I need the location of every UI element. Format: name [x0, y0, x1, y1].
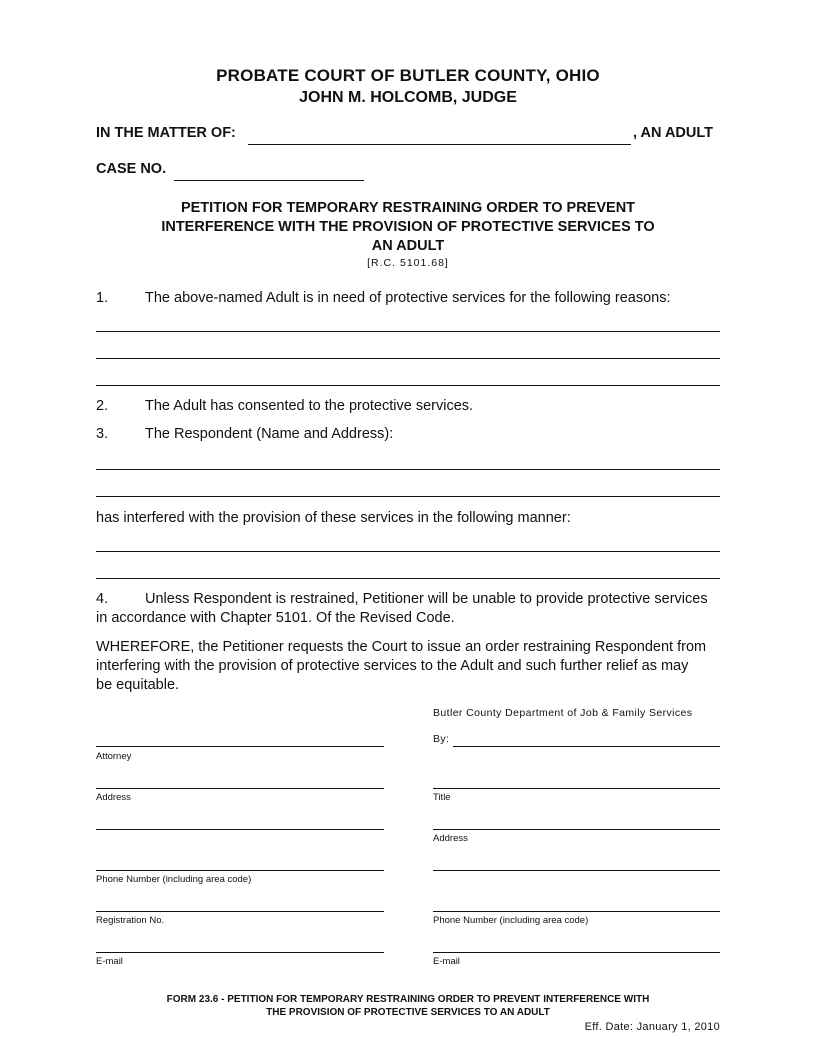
reasons-line-1[interactable]: [96, 331, 720, 332]
court-name: PROBATE COURT OF BUTLER COUNTY, OHIO: [216, 66, 600, 85]
matter-label: IN THE MATTER OF:: [96, 125, 236, 141]
attorney-signature-field[interactable]: [96, 746, 384, 747]
item-1-text: The above-named Adult is in need of protective services for the following reasons:: [145, 290, 671, 306]
agency-address-caption: Address: [433, 833, 468, 844]
reasons-line-2[interactable]: [96, 358, 720, 359]
reasons-line-3[interactable]: [96, 385, 720, 386]
agency-email-field[interactable]: [433, 952, 720, 953]
item-4-number: 4.: [96, 591, 109, 607]
interfered-text: has interfered with the provision of these services in the following manner:: [96, 510, 571, 526]
case-label: CASE NO.: [96, 161, 167, 177]
agency-name: Butler County Department of Job & Family Services: [433, 707, 693, 719]
item-2-number: 2.: [96, 398, 109, 414]
by-label: By:: [433, 733, 450, 745]
statute-reference: [R.C. 5101.68]: [367, 257, 449, 269]
judge-name: JOHN M. HOLCOMB, JUDGE: [299, 89, 517, 106]
item-4-text-line2: in accordance with Chapter 5101. Of the Revised Code.: [96, 610, 455, 626]
by-signature-field[interactable]: [453, 746, 720, 747]
attorney-email-field[interactable]: [96, 952, 384, 953]
effective-date: Eff. Date: January 1, 2010: [584, 1021, 720, 1033]
agency-address-field-2[interactable]: [433, 870, 720, 871]
item-3-text: The Respondent (Name and Address):: [145, 426, 394, 442]
manner-line-2[interactable]: [96, 578, 720, 579]
item-4-text-line1: Unless Respondent is restrained, Petitioner will be unable to provide protective services: [145, 591, 708, 607]
registration-field[interactable]: [96, 911, 384, 912]
attorney-phone-caption: Phone Number (including area code): [96, 874, 252, 885]
agency-phone-caption: Phone Number (including area code): [433, 915, 589, 926]
footer-form-line2: THE PROVISION OF PROTECTIVE SERVICES TO AN ADULT: [266, 1007, 550, 1018]
adult-suffix: , AN ADULT: [633, 125, 714, 141]
wherefore-line3: be equitable.: [96, 677, 180, 693]
item-3-number: 3.: [96, 426, 109, 442]
manner-line-1[interactable]: [96, 551, 720, 552]
registration-caption: Registration No.: [96, 915, 165, 926]
agency-phone-field[interactable]: [433, 911, 720, 912]
attorney-address-caption: Address: [96, 792, 131, 803]
item-1-number: 1.: [96, 290, 109, 306]
item-2-text: The Adult has consented to the protective services.: [145, 398, 474, 414]
wherefore-line2: interfering with the provision of protective services to the Adult and such further relief as may: [96, 658, 689, 674]
matter-name-field[interactable]: [248, 144, 631, 145]
agency-address-field[interactable]: [433, 829, 720, 830]
attorney-caption: Attorney: [96, 751, 132, 762]
petition-title-line1: PETITION FOR TEMPORARY RESTRAINING ORDER TO PREVENT: [180, 200, 636, 216]
title-caption: Title: [433, 792, 451, 803]
attorney-email-caption: E-mail: [96, 956, 123, 967]
petition-title-line2: INTERFERENCE WITH THE PROVISION OF PROTECTIVE SERVICES TO: [161, 219, 655, 235]
petition-title-line3: AN ADULT: [371, 238, 445, 254]
attorney-phone-field[interactable]: [96, 870, 384, 871]
respondent-line-2[interactable]: [96, 496, 720, 497]
attorney-address-field-2[interactable]: [96, 829, 384, 830]
agency-email-caption: E-mail: [433, 956, 460, 967]
title-field[interactable]: [433, 788, 720, 789]
case-number-field[interactable]: [174, 180, 364, 181]
respondent-line-1[interactable]: [96, 469, 720, 470]
footer-form-line1: FORM 23.6 - PETITION FOR TEMPORARY RESTRAINING ORDER TO PREVENT INTERFERENCE WITH: [166, 994, 650, 1005]
wherefore-line1: WHEREFORE, the Petitioner requests the Court to issue an order restraining Respondent from: [96, 639, 707, 655]
attorney-address-field[interactable]: [96, 788, 384, 789]
